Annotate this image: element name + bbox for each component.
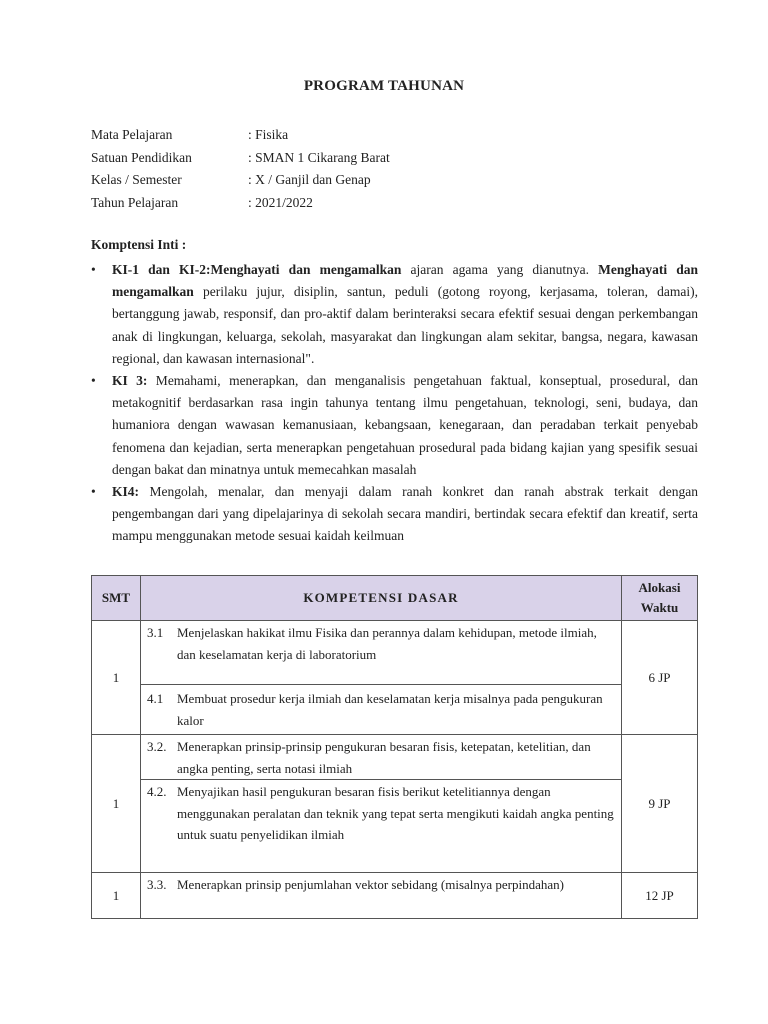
kd-text: Menjelaskan hakikat ilmu Fisika dan perannya dalam kehidupan, metode ilmiah, dan keselamatan kerja di laboratorium <box>177 625 597 662</box>
header-smt: SMT <box>92 576 141 621</box>
bullet-ki1-ki2 <box>91 259 698 370</box>
bullet-icon: • <box>91 484 96 500</box>
cell-smt: 1 <box>92 873 141 919</box>
bullet-ki4 <box>91 481 698 548</box>
meta-label: Tahun Pelajaran <box>91 194 179 210</box>
cell-kompetensi <box>141 873 622 919</box>
header-alokasi-line2: Waktu <box>640 600 679 615</box>
kd-item <box>141 684 621 731</box>
bullet-label: KI 3: <box>112 373 148 389</box>
meta-label: Kelas / Semester <box>91 172 182 187</box>
page-title: PROGRAM TAHUNAN <box>303 78 465 94</box>
meta-label: Satuan Pendidikan <box>91 149 192 165</box>
table-row <box>92 873 698 919</box>
section-heading: Komptensi Inti : <box>91 237 187 252</box>
bullet-text: Mengolah, menalar, dan menyaji dalam ranah konkret dan ranah abstrak terkait dengan pengembangan dari yang dipelajarinya di sekolah secara mandiri, bertindak secara efektif dan kreatif, serta mampu menggunakan metode sesuai kaidah keilmuan <box>112 484 698 544</box>
document-meta <box>91 124 390 214</box>
bullet-icon: • <box>91 262 96 277</box>
kd-number: 4.1 <box>147 691 164 706</box>
header-alokasi-line1: Alokasi <box>638 580 681 595</box>
cell-alokasi: 9 JP <box>622 735 698 873</box>
bullet-label: KI4: <box>112 484 139 500</box>
bullet-label: KI-1 dan KI-2: <box>112 262 211 277</box>
kd-item <box>141 621 621 684</box>
cell-alokasi: 12 JP <box>622 873 698 919</box>
bullet-icon: • <box>91 373 96 389</box>
meta-value: : Fisika <box>248 127 289 142</box>
cell-alokasi: 6 JP <box>622 621 698 735</box>
kd-number: 3.2. <box>147 739 167 754</box>
kd-text: Menyajikan hasil pengukuran besaran fisis berikut ketelitiannya dengan menggunakan peralatan dan teknik yang tepat serta mengikuti kaidah angka penting untuk suatu penyelidikan ilmiah <box>177 784 614 842</box>
meta-value: : SMAN 1 Cikarang Barat <box>248 149 390 165</box>
table-row <box>92 621 698 735</box>
kd-item <box>141 779 621 846</box>
meta-value: : X / Ganjil dan Genap <box>248 172 371 187</box>
cell-smt: 1 <box>92 621 141 735</box>
kd-text: Menerapkan prinsip-prinsip pengukuran besaran fisis, ketepatan, ketelitian, dan angka penting, serta notasi ilmiah <box>177 739 591 776</box>
header-kompetensi-dasar: KOMPETENSI DASAR <box>141 576 622 621</box>
header-alokasi-waktu <box>622 576 698 621</box>
bullet-ki3 <box>91 370 698 481</box>
kd-number: 3.1 <box>147 625 164 640</box>
meta-row-school <box>91 147 390 170</box>
kd-item <box>141 735 621 779</box>
bullet-text: ajaran agama yang dianutnya. <box>401 262 599 277</box>
kd-text: Membuat prosedur kerja ilmiah dan keselamatan kerja misalnya pada pengukuran kalor <box>177 691 603 728</box>
meta-row-year <box>91 192 390 215</box>
cell-kompetensi <box>141 735 622 873</box>
bullet-bold: Menghayati dan mengamalkan <box>112 262 698 300</box>
kd-text: Menerapkan prinsip penjumlahan vektor sebidang (misalnya perpindahan) <box>177 877 564 892</box>
meta-label: Mata Pelajaran <box>91 127 173 142</box>
cell-kompetensi <box>141 621 622 735</box>
meta-row-subject <box>91 124 390 147</box>
table-row <box>92 735 698 873</box>
kd-number: 3.3. <box>147 877 167 892</box>
kd-number: 4.2. <box>147 784 167 799</box>
meta-value: : 2021/2022 <box>248 194 313 210</box>
meta-row-class <box>91 169 390 192</box>
bullet-text: perilaku jujur, disiplin, santun, peduli (gotong royong, kerjasama, toleran, damai), bertanggung jawab, responsif, dan pro-aktif dalam berinteraksi secara efektif sesuai dengan perkembangan anak di lingkungan, keluarga, sekolah, masyarakat dan lingkungan alam sekitar, bangsa, negara, kawasan regional, dan kawasan internasional". <box>112 284 698 366</box>
table-header-row <box>92 576 698 621</box>
cell-smt: 1 <box>92 735 141 873</box>
bullet-bold: Menghayati dan mengamalkan <box>210 262 402 277</box>
bullet-list <box>91 259 698 548</box>
kd-item <box>141 873 621 896</box>
competency-table <box>91 575 698 919</box>
bullet-text: Memahami, menerapkan, dan menganalisis pengetahuan faktual, konseptual, prosedural, dan metakognitif berdasarkan rasa ingin tahunya tentang ilmu pengetahuan, teknologi, seni, budaya, dan humaniora dengan wawasan kemanusiaan, kebangsaan, kenegaraan, dan peradaban terkait penyebab fenomena dan kejadian, serta menerapkan pengetahuan prosedural pada bidang kajian yang spesifik sesuai dengan bakat dan minatnya untuk memecahkan masalah <box>112 373 698 477</box>
